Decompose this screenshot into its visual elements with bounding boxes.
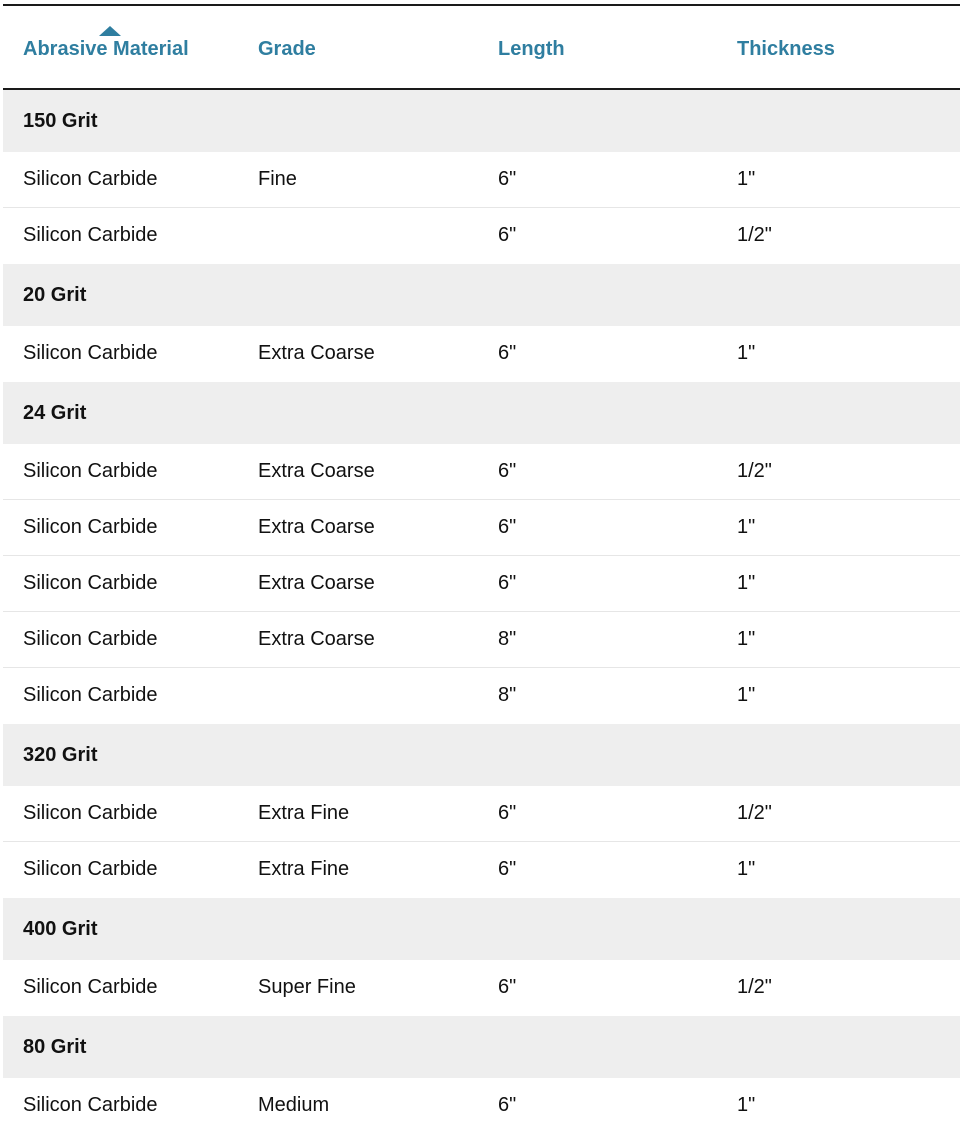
- table-row[interactable]: [3, 1078, 960, 1134]
- cell-grade: Extra Fine: [258, 858, 350, 880]
- cell-grade: Extra Coarse: [258, 460, 375, 482]
- cell-grade: Fine: [258, 168, 297, 190]
- cell-material: Silicon Carbide: [23, 516, 158, 538]
- group-label: 24 Grit: [23, 402, 87, 424]
- table-row[interactable]: [3, 612, 960, 668]
- cell-grade: Medium: [258, 1094, 330, 1116]
- group-row: [3, 898, 960, 960]
- product-table: [3, 4, 960, 1134]
- cell-length: 6": [498, 802, 517, 824]
- cell-grade: Extra Coarse: [258, 516, 375, 538]
- table-row[interactable]: [3, 556, 960, 612]
- cell-grade: Extra Fine: [258, 802, 350, 824]
- group-row: [3, 1016, 960, 1078]
- cell-length: 8": [498, 684, 517, 706]
- column-header-abrasive-material[interactable]: Abrasive Material: [23, 38, 189, 60]
- cell-material: Silicon Carbide: [23, 684, 158, 706]
- cell-length: 6": [498, 342, 517, 364]
- table-row[interactable]: [3, 152, 960, 208]
- table-body: [3, 90, 960, 1134]
- cell-thickness: 1": [737, 628, 756, 650]
- cell-material: Silicon Carbide: [23, 342, 158, 364]
- cell-length: 6": [498, 1094, 517, 1116]
- cell-thickness: 1": [737, 1094, 756, 1116]
- group-label: 400 Grit: [23, 918, 98, 940]
- table-header: [3, 6, 960, 90]
- column-header-thickness[interactable]: Thickness: [737, 38, 835, 60]
- table-row[interactable]: [3, 668, 960, 724]
- cell-length: 6": [498, 460, 517, 482]
- cell-length: 6": [498, 572, 517, 594]
- column-header-length[interactable]: Length: [498, 38, 565, 60]
- cell-thickness: 1/2": [737, 976, 772, 998]
- group-row: [3, 382, 960, 444]
- cell-thickness: 1": [737, 572, 756, 594]
- group-label: 80 Grit: [23, 1036, 87, 1058]
- group-row: [3, 264, 960, 326]
- cell-material: Silicon Carbide: [23, 572, 158, 594]
- cell-length: 6": [498, 976, 517, 998]
- cell-thickness: 1": [737, 684, 756, 706]
- cell-material: Silicon Carbide: [23, 224, 158, 246]
- cell-material: Silicon Carbide: [23, 1094, 158, 1116]
- cell-length: 6": [498, 516, 517, 538]
- cell-thickness: 1": [737, 516, 756, 538]
- cell-grade: Extra Coarse: [258, 342, 375, 364]
- table-row[interactable]: [3, 208, 960, 264]
- group-row: [3, 724, 960, 786]
- cell-grade: Super Fine: [258, 976, 356, 998]
- cell-thickness: 1/2": [737, 802, 772, 824]
- cell-material: Silicon Carbide: [23, 976, 158, 998]
- cell-length: 6": [498, 224, 517, 246]
- table-row[interactable]: [3, 842, 960, 898]
- cell-material: Silicon Carbide: [23, 858, 158, 880]
- cell-material: Silicon Carbide: [23, 802, 158, 824]
- cell-material: Silicon Carbide: [23, 168, 158, 190]
- cell-thickness: 1": [737, 168, 756, 190]
- cell-length: 6": [498, 168, 517, 190]
- cell-grade: Extra Coarse: [258, 572, 375, 594]
- cell-grade: Extra Coarse: [258, 628, 375, 650]
- group-label: 320 Grit: [23, 744, 98, 766]
- table-row[interactable]: [3, 326, 960, 382]
- cell-length: 6": [498, 858, 517, 880]
- group-label: 150 Grit: [23, 110, 98, 132]
- cell-material: Silicon Carbide: [23, 628, 158, 650]
- cell-thickness: 1": [737, 858, 756, 880]
- group-row: [3, 90, 960, 152]
- cell-length: 8": [498, 628, 517, 650]
- cell-thickness: 1/2": [737, 460, 772, 482]
- table-row[interactable]: [3, 444, 960, 500]
- table-row[interactable]: [3, 960, 960, 1016]
- cell-material: Silicon Carbide: [23, 460, 158, 482]
- cell-thickness: 1": [737, 342, 756, 364]
- cell-thickness: 1/2": [737, 224, 772, 246]
- column-header-grade[interactable]: Grade: [258, 38, 316, 60]
- table-row[interactable]: [3, 786, 960, 842]
- table-row[interactable]: [3, 500, 960, 556]
- group-label: 20 Grit: [23, 284, 87, 306]
- sort-ascending-icon[interactable]: [99, 26, 121, 36]
